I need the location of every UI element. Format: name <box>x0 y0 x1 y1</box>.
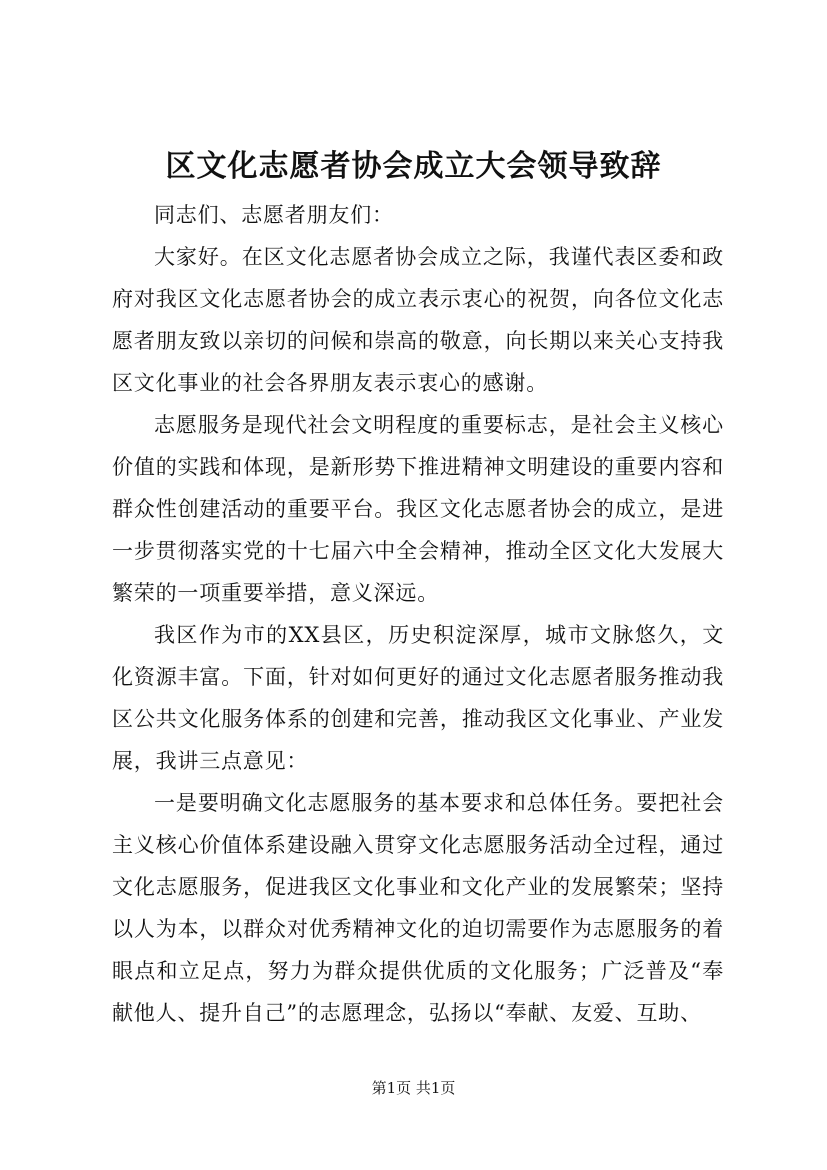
paragraph-salutation: 同志们、志愿者朋友们： <box>154 203 394 227</box>
document-title: 区文化志愿者协会成立大会领导致辞 <box>165 149 662 184</box>
paragraph-significance: 志愿服务是现代社会文明程度的重要标志，是社会主义核心价值的实践和体现，是新形势下推进精神文明建设的重要内容和群众性创建活动的重要平台。我区文化志愿者协会的成立，是进一步贯彻落实党的十七届六中全会精神，推动全区文化大发展大繁荣的一项重要举措，意义深远。 <box>112 413 724 605</box>
paragraph-point-one: 一是要明确文化志愿服务的基本要求和总体任务。要把社会主义核心价值体系建设融入贯穿文化志愿服务活动全过程，通过文化志愿服务，促进我区文化事业和文化产业的发展繁荣；坚持以人为本，以群众对优秀精神文化的迫切需要作为志愿服务的着眼点和立足点，努力为群众提供优质的文化服务；广泛普及“奉献他人、提升自己”的志愿理念，弘扬以“奉献、友爱、互助、 <box>112 791 724 1025</box>
page-number-footer: 第1页 共1页 <box>371 1079 456 1097</box>
document-body <box>112 194 724 1034</box>
paragraph-greeting: 大家好。在区文化志愿者协会成立之际，我谨代表区委和政府对我区文化志愿者协会的成立表示衷心的祝贺，向各位文化志愿者朋友致以亲切的问候和崇高的敬意，向长期以来关心支持我区文化事业的社会各界朋友表示衷心的感谢。 <box>112 245 724 395</box>
paragraph-introduction: 我区作为市的XX县区，历史积淀深厚，城市文脉悠久，文化资源丰富。下面，针对如何更好的通过文化志愿者服务推动我区公共文化服务体系的创建和完善，推动我区文化事业、产业发展，我讲三点意见： <box>112 623 724 773</box>
